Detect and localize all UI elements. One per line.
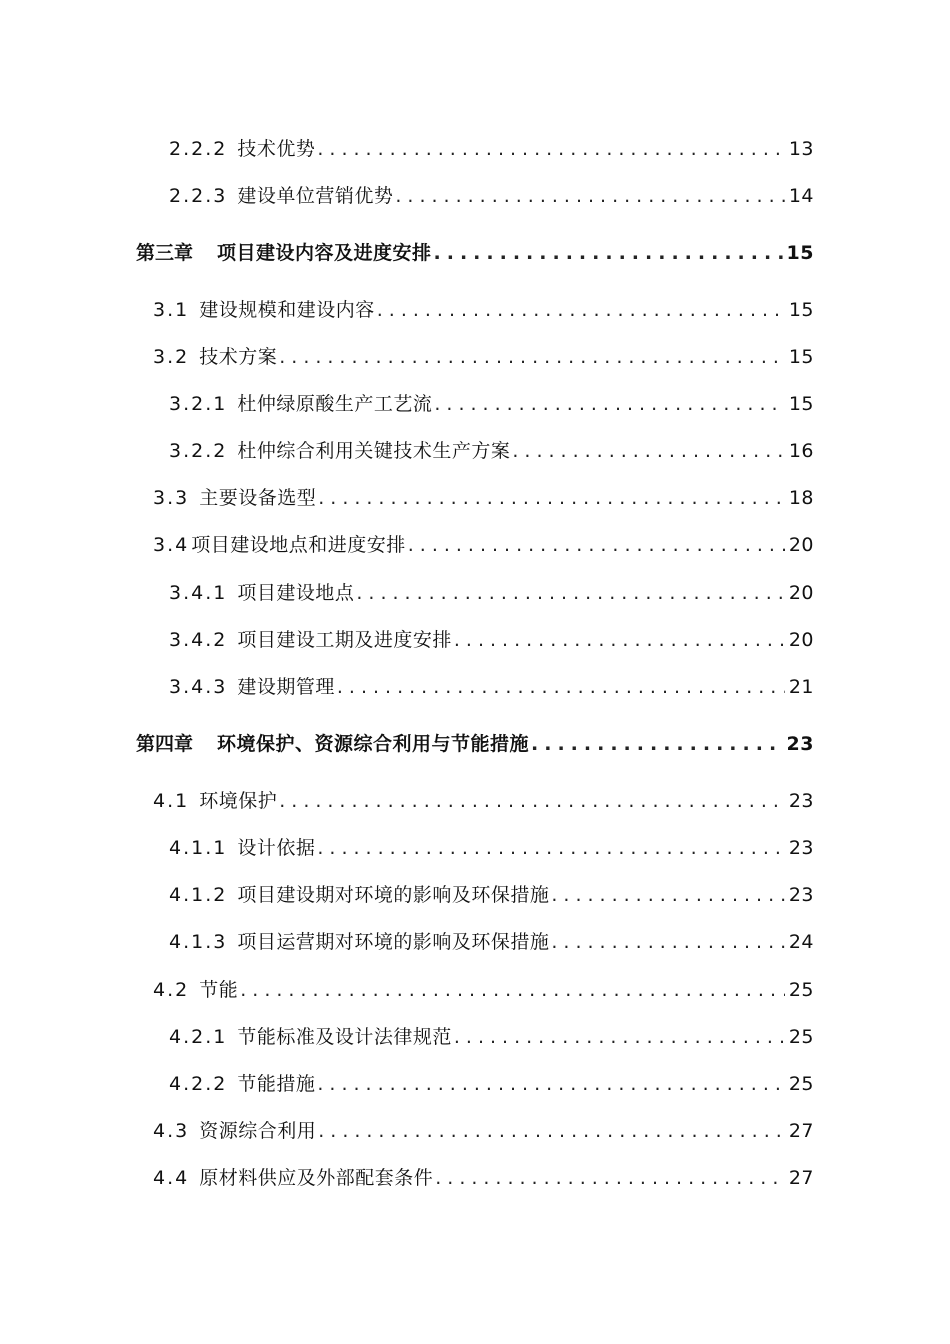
entry-number: 2.2.2 [169, 138, 228, 160]
dot-leader [317, 137, 784, 161]
entry-page-number: 20 [788, 629, 814, 651]
entry-title: 技术方案 [199, 346, 278, 368]
dot-leader [512, 439, 784, 463]
entry-number: 4.2.2 [169, 1073, 228, 1095]
entry-number: 3.2.1 [169, 393, 228, 415]
toc-entry[interactable] [153, 533, 814, 557]
toc-entry[interactable] [169, 184, 814, 208]
entry-page-number: 20 [788, 534, 814, 556]
entry-title: 节能 [199, 979, 239, 1001]
toc-entry[interactable] [153, 789, 814, 813]
dot-leader [551, 883, 784, 907]
dot-leader [395, 184, 784, 208]
toc-chapter-entry[interactable] [136, 732, 814, 756]
chapter-number: 第四章 [136, 733, 194, 755]
dot-leader [318, 1119, 785, 1143]
entry-number: 4.2 [153, 979, 190, 1001]
dot-leader [337, 675, 785, 699]
entry-page-number: 25 [788, 1073, 814, 1095]
toc-entry[interactable] [153, 978, 814, 1002]
entry-page-number: 23 [786, 733, 814, 755]
entry-page-number: 24 [788, 931, 814, 953]
entry-page-number: 23 [788, 884, 814, 906]
chapter-title: 项目建设内容及进度安排 [217, 242, 432, 264]
toc-entry[interactable] [169, 392, 814, 416]
entry-title: 项目运营期对环境的影响及环保措施 [237, 931, 550, 953]
entry-page-number: 23 [788, 790, 814, 812]
dot-leader [434, 241, 783, 265]
entry-page-number: 25 [788, 1026, 814, 1048]
dot-leader [434, 392, 784, 416]
entry-number: 4.2.1 [169, 1026, 228, 1048]
toc-chapter-entry[interactable] [136, 241, 814, 265]
chapter-number: 第三章 [136, 242, 194, 264]
entry-title: 杜仲绿原酸生产工艺流 [237, 393, 433, 415]
toc-entry[interactable] [169, 1072, 814, 1096]
entry-title: 环境保护 [199, 790, 278, 812]
entry-page-number: 14 [788, 185, 814, 207]
entry-page-number: 18 [788, 487, 814, 509]
entry-number: 2.2.3 [169, 185, 228, 207]
entry-page-number: 15 [788, 346, 814, 368]
entry-title: 项目建设工期及进度安排 [237, 629, 452, 651]
entry-page-number: 20 [788, 582, 814, 604]
toc-entry[interactable] [169, 439, 814, 463]
entry-title: 建设单位营销优势 [237, 185, 394, 207]
toc-entry[interactable] [169, 1025, 814, 1049]
dot-leader [435, 1166, 785, 1190]
toc-entry[interactable] [153, 298, 814, 322]
entry-number: 3.2 [153, 346, 190, 368]
dot-leader [408, 533, 785, 557]
dot-leader [356, 581, 784, 605]
entry-number: 3.3 [153, 487, 190, 509]
toc-entry[interactable] [153, 1119, 814, 1143]
entry-page-number: 23 [788, 837, 814, 859]
entry-number: 3.4.1 [169, 582, 228, 604]
dot-leader [454, 628, 785, 652]
entry-title: 节能措施 [237, 1073, 316, 1095]
entry-number: 4.1 [153, 790, 190, 812]
dot-leader [317, 836, 784, 860]
entry-title: 建设期管理 [237, 676, 335, 698]
toc-entry[interactable] [153, 486, 814, 510]
entry-number: 3.4.2 [169, 629, 228, 651]
entry-title: 技术优势 [237, 138, 316, 160]
entry-page-number: 27 [788, 1120, 814, 1142]
toc-entry[interactable] [153, 1166, 814, 1190]
entry-number: 4.3 [153, 1120, 190, 1142]
dot-leader [377, 298, 785, 322]
entry-title: 主要设备选型 [199, 487, 317, 509]
entry-title: 项目建设期对环境的影响及环保措施 [237, 884, 550, 906]
dot-leader [318, 486, 785, 510]
entry-title: 资源综合利用 [199, 1120, 317, 1142]
toc-entry[interactable] [169, 836, 814, 860]
entry-page-number: 21 [788, 676, 814, 698]
dot-leader [240, 978, 785, 1002]
toc-entry[interactable] [169, 930, 814, 954]
dot-leader [454, 1025, 785, 1049]
entry-number: 4.1.1 [169, 837, 228, 859]
dot-leader [317, 1072, 784, 1096]
entry-page-number: 15 [786, 242, 814, 264]
toc-entry[interactable] [169, 628, 814, 652]
entry-number: 4.1.2 [169, 884, 228, 906]
entry-number: 3.4 [153, 534, 190, 556]
toc-entry[interactable] [169, 581, 814, 605]
entry-number: 4.1.3 [169, 931, 228, 953]
entry-page-number: 15 [788, 299, 814, 321]
entry-title: 原材料供应及外部配套条件 [199, 1167, 434, 1189]
dot-leader [279, 789, 785, 813]
toc-entry[interactable] [169, 137, 814, 161]
entry-title: 项目建设地点和进度安排 [191, 534, 406, 556]
entry-title: 杜仲综合利用关键技术生产方案 [237, 440, 511, 462]
toc-entry[interactable] [153, 345, 814, 369]
chapter-title: 环境保护、资源综合利用与节能措施 [217, 733, 530, 755]
entry-page-number: 25 [788, 979, 814, 1001]
entry-page-number: 15 [788, 393, 814, 415]
entry-title: 项目建设地点 [237, 582, 355, 604]
dot-leader [551, 930, 784, 954]
entry-page-number: 13 [788, 138, 814, 160]
entry-number: 3.4.3 [169, 676, 228, 698]
dot-leader [531, 732, 783, 756]
toc-entry[interactable] [169, 883, 814, 907]
entry-title: 建设规模和建设内容 [199, 299, 375, 321]
entry-number: 4.4 [153, 1167, 190, 1189]
entry-page-number: 27 [788, 1167, 814, 1189]
toc-entry[interactable] [169, 675, 814, 699]
entry-title: 节能标准及设计法律规范 [237, 1026, 452, 1048]
entry-title: 设计依据 [237, 837, 316, 859]
entry-page-number: 16 [788, 440, 814, 462]
entry-number: 3.1 [153, 299, 190, 321]
dot-leader [279, 345, 785, 369]
entry-number: 3.2.2 [169, 440, 228, 462]
